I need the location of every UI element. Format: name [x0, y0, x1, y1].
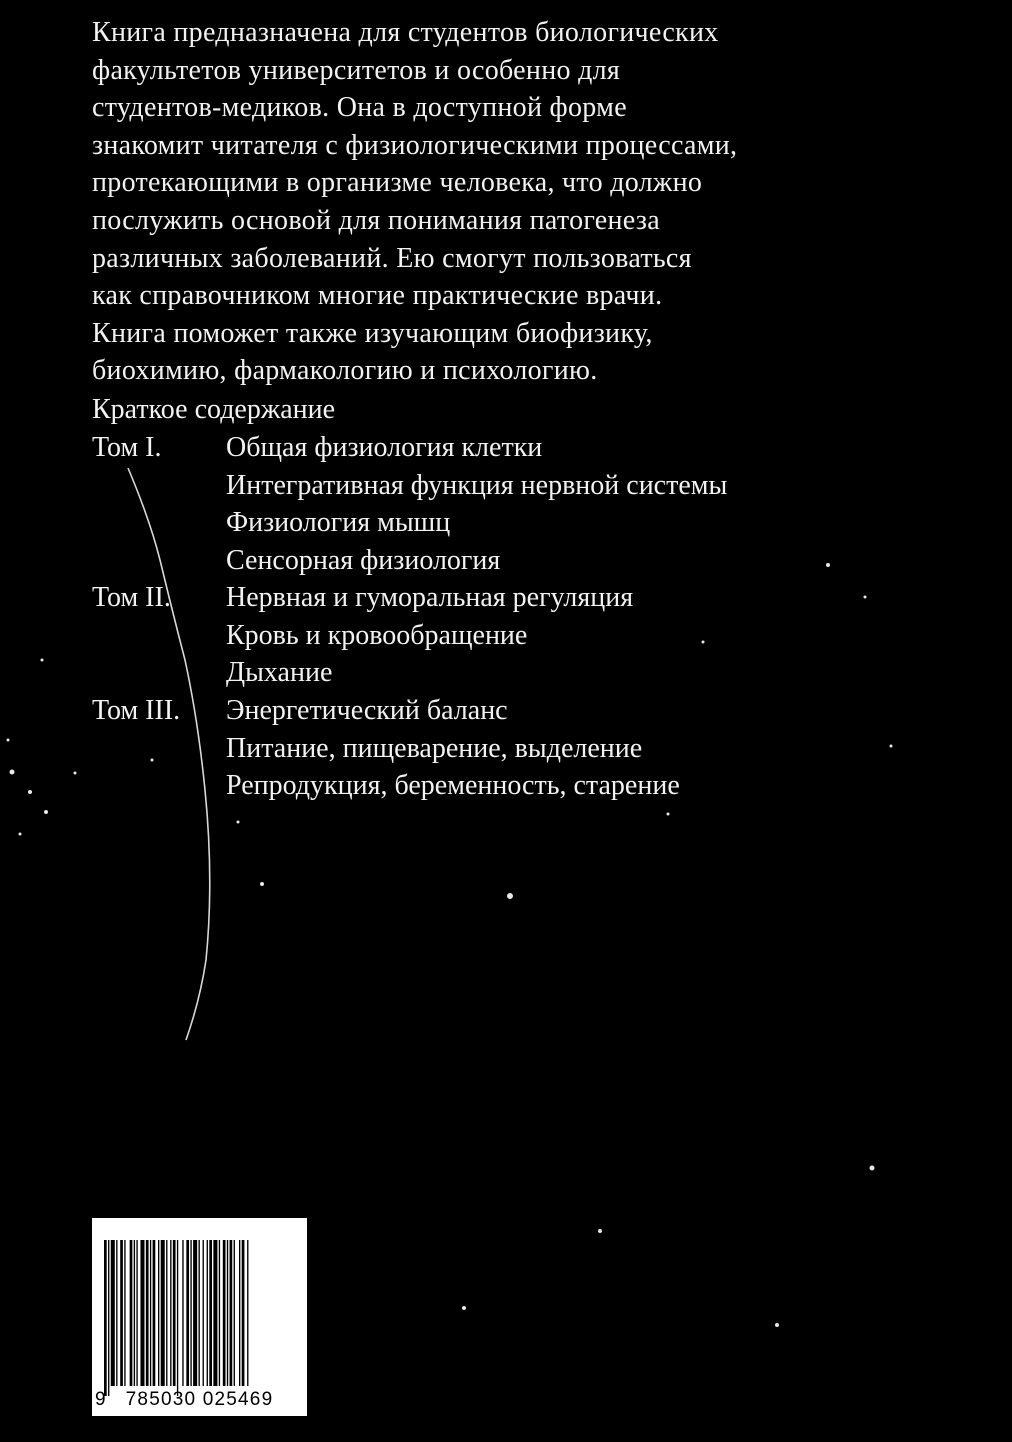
- barcode-bar: [150, 1240, 151, 1386]
- barcode-bar: [239, 1240, 240, 1386]
- description-line: факультетов университетов и особенно для: [92, 54, 621, 86]
- barcode-bar: [108, 1240, 109, 1396]
- description-line: протекающими в организме человека, что должно: [92, 167, 703, 199]
- barcode-bar: [173, 1240, 176, 1386]
- barcode-bar: [227, 1240, 228, 1386]
- barcode-bar: [146, 1240, 149, 1386]
- description-line: биохимию, фармакологию и психологию.: [92, 355, 598, 387]
- toc-item: Репродукция, беременность, старение: [226, 770, 680, 802]
- toc-item: Кровь и кровообращение: [226, 619, 528, 651]
- description-line: знакомит читателя с физиологическими процессами,: [92, 129, 738, 161]
- barcode-bar: [104, 1240, 107, 1396]
- description-line: различных заболеваний. Ею смогут пользоваться: [92, 242, 692, 274]
- barcode-bar: [134, 1240, 135, 1386]
- barcode-first-digit: 9: [95, 1389, 106, 1410]
- isbn-barcode: [92, 1218, 307, 1416]
- specks: [7, 563, 893, 1327]
- barcode-bar: [120, 1240, 123, 1386]
- toc-item: Энергетический баланс: [226, 695, 508, 726]
- barcode-bar: [199, 1240, 200, 1386]
- barcode-digits: 785030 025469: [125, 1389, 274, 1410]
- barcode-bar: [230, 1240, 233, 1386]
- barcode-bar: [130, 1240, 133, 1386]
- barcode-bar: [111, 1240, 115, 1386]
- barcode-bar: [153, 1240, 156, 1386]
- barcode-bar: [223, 1240, 226, 1386]
- barcode-bar: [190, 1240, 191, 1386]
- volume-label: Том I.: [92, 432, 162, 463]
- barcode-bar: [207, 1240, 208, 1386]
- barcode-bar: [186, 1240, 189, 1386]
- barcode-bar: [124, 1240, 125, 1386]
- barcode-bar: [193, 1240, 197, 1386]
- barcode-bar: [247, 1240, 248, 1386]
- description-line: как справочником многие практические врачи.: [92, 280, 663, 312]
- barcode-bar: [158, 1240, 159, 1386]
- barcode-bar: [203, 1240, 204, 1386]
- barcode-bar: [242, 1240, 245, 1386]
- volume-label: Том III.: [92, 695, 181, 726]
- description-line: Книга поможет также изучающим биофизику,: [92, 317, 653, 349]
- barcode-bar: [140, 1240, 144, 1386]
- toc-item: Физиология мышц: [226, 507, 451, 539]
- volume-label: Том II.: [92, 582, 171, 613]
- barcode-bar: [161, 1240, 165, 1386]
- barcode-bar: [136, 1240, 137, 1386]
- barcode-bar: [182, 1240, 183, 1386]
- description-line: студентов-медиков. Она в доступной форме: [92, 92, 627, 124]
- toc-item: Интегративная функция нервной системы: [226, 469, 728, 501]
- barcode-bar: [219, 1240, 220, 1386]
- toc-item: Сенсорная физиология: [226, 544, 501, 576]
- barcode-bar: [116, 1240, 117, 1386]
- barcode-bars: [92, 1218, 307, 1416]
- toc-item: Общая физиология клетки: [226, 432, 543, 463]
- barcode-bar: [213, 1240, 217, 1386]
- barcode-bar: [166, 1240, 167, 1386]
- barcode-bar: [177, 1240, 178, 1396]
- toc-title: Краткое содержание: [92, 394, 336, 425]
- barcode-bar: [234, 1240, 235, 1386]
- description-line: послужить основой для понимания патогенеза: [92, 204, 660, 236]
- toc-item: Питание, пищеварение, выделение: [226, 732, 643, 764]
- description-line: Книга предназначена для студентов биологических: [92, 17, 719, 48]
- barcode-bar: [209, 1240, 212, 1386]
- toc-item: Дыхание: [226, 657, 333, 689]
- toc-item: Нервная и гуморальная регуляция: [226, 582, 634, 613]
- barcode-bar: [170, 1240, 171, 1386]
